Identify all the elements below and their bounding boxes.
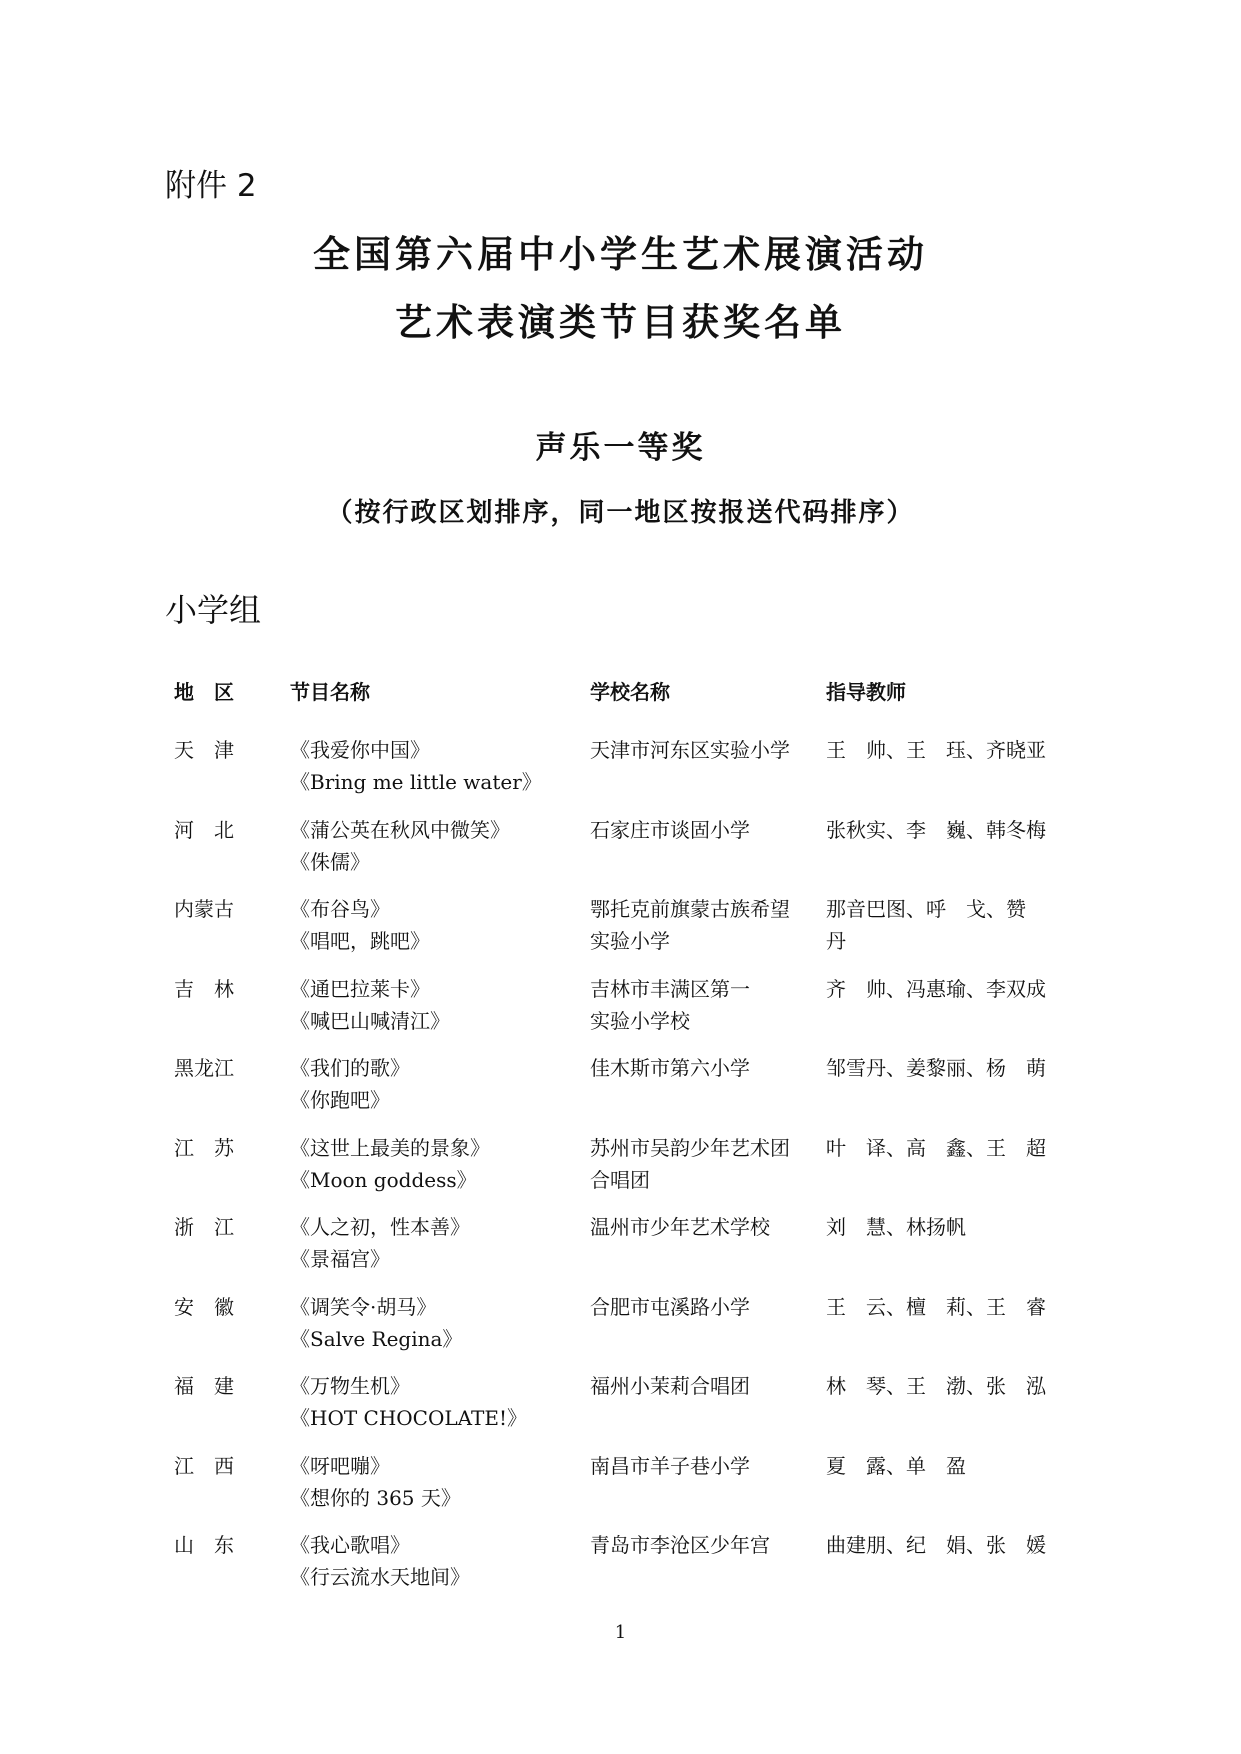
table-row bbox=[0, 1370, 1241, 1450]
program-cell bbox=[290, 814, 580, 878]
column-header-region: 地 区 bbox=[174, 680, 234, 704]
region-cell: 福 建 bbox=[174, 1374, 234, 1398]
school-cell bbox=[590, 1132, 810, 1196]
teacher-names: 刘 慧、林扬帆 bbox=[826, 1215, 966, 1239]
program-cell bbox=[290, 1370, 580, 1434]
region-cell: 山 东 bbox=[174, 1533, 234, 1557]
school-name: 佳木斯市第六小学 bbox=[590, 1056, 750, 1080]
page-number: 1 bbox=[614, 1622, 627, 1643]
teacher-cell bbox=[826, 814, 1066, 846]
program-title: 《HOT CHOCOLATE!》 bbox=[290, 1406, 527, 1430]
program-title: 《想你的 365 天》 bbox=[290, 1485, 461, 1510]
table-row bbox=[0, 1450, 1241, 1530]
program-cell bbox=[290, 1132, 580, 1196]
program-title: 《呀吧嘣》 bbox=[290, 1453, 390, 1478]
program-title: 《人之初，性本善》 bbox=[290, 1215, 470, 1239]
program-title: 《唱吧，跳吧》 bbox=[290, 929, 430, 953]
teacher-names: 王 云、檀 莉、王 睿 bbox=[826, 1294, 1046, 1319]
sort-note: （按行政区划排序，同一地区按报送代码排序） bbox=[326, 498, 915, 528]
region-cell: 江 西 bbox=[174, 1453, 234, 1478]
program-cell bbox=[290, 1052, 580, 1116]
school-name: 吉林市丰满区第一 bbox=[590, 976, 750, 1001]
school-cell bbox=[590, 973, 810, 1037]
group-heading: 小学组 bbox=[165, 591, 262, 629]
school-name: 实验小学校 bbox=[590, 1008, 690, 1033]
program-title: 《调笑令·胡马》 bbox=[290, 1294, 437, 1319]
program-cell bbox=[290, 1450, 580, 1514]
teacher-names: 王 帅、王 珏、齐晓亚 bbox=[826, 738, 1046, 762]
region-cell: 内蒙古 bbox=[174, 897, 234, 921]
award-category: 声乐一等奖 bbox=[535, 430, 706, 466]
program-cell bbox=[290, 893, 580, 957]
program-title: 《喊巴山喊清江》 bbox=[290, 1008, 450, 1033]
award-table bbox=[0, 734, 1241, 1609]
teacher-names: 林 琴、王 渤、张 泓 bbox=[826, 1374, 1046, 1398]
table-row bbox=[0, 973, 1241, 1053]
program-title: 《万物生机》 bbox=[290, 1374, 410, 1398]
school-cell bbox=[590, 1291, 810, 1323]
region-cell: 江 苏 bbox=[174, 1135, 234, 1160]
program-title: 《侏儒》 bbox=[290, 849, 370, 874]
school-cell bbox=[590, 1052, 810, 1084]
table-row bbox=[0, 893, 1241, 973]
program-title: 《这世上最美的景象》 bbox=[290, 1135, 490, 1160]
teacher-names: 丹 bbox=[826, 929, 846, 953]
table-row bbox=[0, 1132, 1241, 1212]
region-cell: 河 北 bbox=[174, 817, 234, 842]
school-cell bbox=[590, 893, 810, 957]
table-row bbox=[0, 734, 1241, 814]
program-title: 《你跑吧》 bbox=[290, 1088, 390, 1112]
school-name: 青岛市李沧区少年宫 bbox=[590, 1533, 770, 1557]
teacher-cell bbox=[826, 1450, 1066, 1482]
school-name: 苏州市吴韵少年艺术团 bbox=[590, 1135, 790, 1160]
column-header-program: 节目名称 bbox=[290, 680, 370, 704]
program-title: 《Moon goddess》 bbox=[290, 1167, 477, 1192]
school-name: 鄂托克前旗蒙古族希望 bbox=[590, 897, 790, 921]
program-title: 《行云流水天地间》 bbox=[290, 1565, 470, 1589]
table-row bbox=[0, 1052, 1241, 1132]
teacher-cell bbox=[826, 893, 1066, 957]
program-title: 《Bring me little water》 bbox=[290, 770, 542, 794]
school-cell bbox=[590, 1370, 810, 1402]
teacher-cell bbox=[826, 973, 1066, 1005]
school-name: 合肥市屯溪路小学 bbox=[590, 1294, 750, 1319]
school-name: 南昌市羊子巷小学 bbox=[590, 1453, 750, 1478]
program-title: 《我爱你中国》 bbox=[290, 738, 430, 762]
teacher-cell bbox=[826, 1132, 1066, 1164]
program-title: 《Salve Regina》 bbox=[290, 1326, 463, 1351]
program-cell bbox=[290, 1291, 580, 1355]
region-cell: 天 津 bbox=[174, 738, 234, 762]
school-cell bbox=[590, 1450, 810, 1482]
document-title-line2: 艺术表演类节目获奖名单 bbox=[395, 301, 846, 344]
school-cell bbox=[590, 1529, 810, 1561]
program-cell bbox=[290, 973, 580, 1037]
school-name: 石家庄市谈固小学 bbox=[590, 817, 750, 842]
table-header bbox=[0, 676, 1241, 706]
teacher-names: 夏 露、单 盈 bbox=[826, 1453, 966, 1478]
teacher-names: 齐 帅、冯惠瑜、李双成 bbox=[826, 976, 1046, 1001]
teacher-cell bbox=[826, 734, 1066, 766]
column-header-teacher: 指导教师 bbox=[826, 680, 906, 704]
teacher-names: 叶 译、高 鑫、王 超 bbox=[826, 1135, 1046, 1160]
teacher-names: 张秋实、李 巍、韩冬梅 bbox=[826, 817, 1046, 842]
teacher-names: 曲建朋、纪 娟、张 媛 bbox=[826, 1533, 1046, 1557]
region-cell: 浙 江 bbox=[174, 1215, 234, 1239]
teacher-names: 那音巴图、呼 戈、赞 bbox=[826, 897, 1026, 921]
program-title: 《布谷鸟》 bbox=[290, 897, 390, 921]
teacher-cell bbox=[826, 1529, 1066, 1561]
column-header-school: 学校名称 bbox=[590, 680, 670, 704]
teacher-cell bbox=[826, 1370, 1066, 1402]
program-cell bbox=[290, 734, 580, 798]
table-row bbox=[0, 1211, 1241, 1291]
teacher-cell bbox=[826, 1291, 1066, 1323]
program-title: 《我心歌唱》 bbox=[290, 1533, 410, 1557]
document-title-line1: 全国第六届中小学生艺术展演活动 bbox=[313, 233, 928, 276]
region-cell: 吉 林 bbox=[174, 976, 234, 1001]
table-row bbox=[0, 1529, 1241, 1609]
school-cell bbox=[590, 814, 810, 846]
region-cell: 黑龙江 bbox=[174, 1056, 234, 1080]
school-cell bbox=[590, 1211, 810, 1243]
attachment-label: 附件 2 bbox=[165, 168, 257, 204]
school-name: 天津市河东区实验小学 bbox=[590, 738, 790, 762]
teacher-cell bbox=[826, 1052, 1066, 1084]
program-cell bbox=[290, 1529, 580, 1593]
program-title: 《我们的歌》 bbox=[290, 1056, 410, 1080]
program-title: 《景福宫》 bbox=[290, 1247, 390, 1271]
teacher-names: 邹雪丹、姜黎丽、杨 萌 bbox=[826, 1056, 1046, 1080]
teacher-cell bbox=[826, 1211, 1066, 1243]
program-cell bbox=[290, 1211, 580, 1275]
program-title: 《蒲公英在秋风中微笑》 bbox=[290, 817, 510, 842]
school-name: 合唱团 bbox=[590, 1167, 650, 1192]
table-row bbox=[0, 814, 1241, 894]
region-cell: 安 徽 bbox=[174, 1294, 234, 1319]
table-row bbox=[0, 1291, 1241, 1371]
school-name: 福州小茉莉合唱团 bbox=[590, 1374, 750, 1398]
school-name: 温州市少年艺术学校 bbox=[590, 1215, 770, 1239]
school-cell bbox=[590, 734, 810, 766]
program-title: 《通巴拉莱卡》 bbox=[290, 976, 430, 1001]
school-name: 实验小学 bbox=[590, 929, 670, 953]
